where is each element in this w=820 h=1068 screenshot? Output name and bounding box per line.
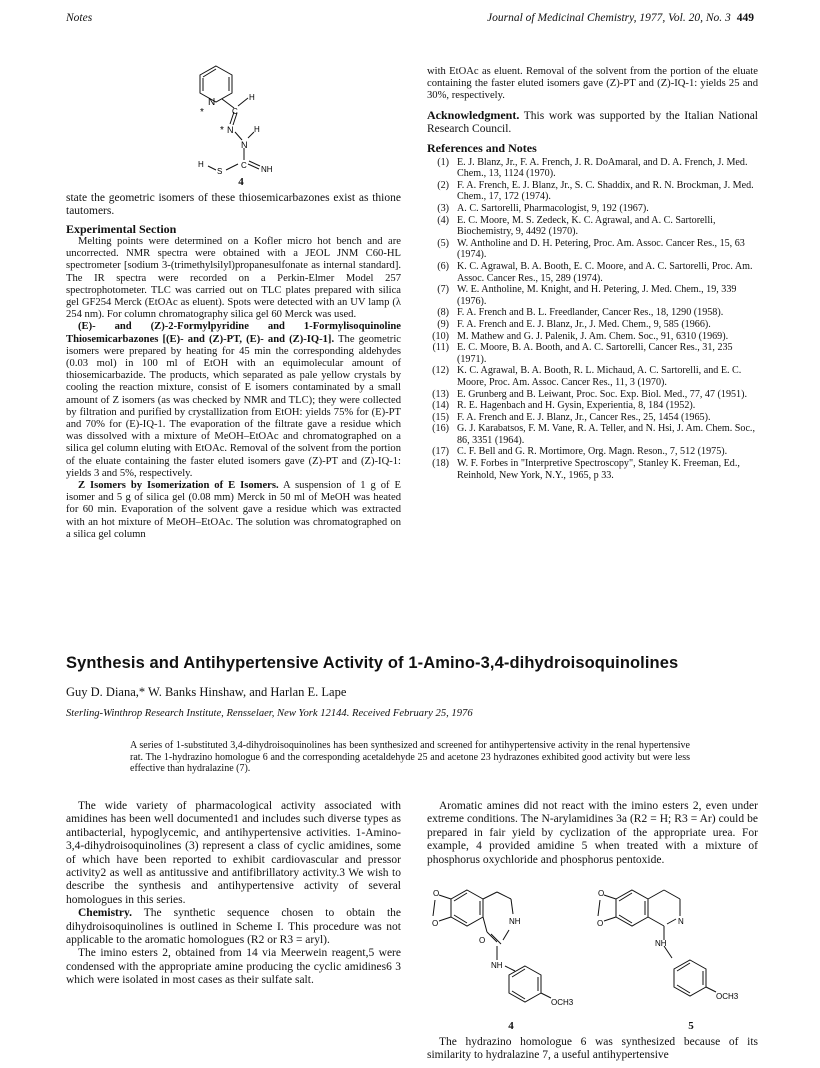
reference-item [427, 215, 758, 238]
s5-nh: NH [655, 939, 667, 948]
article-body-right [427, 800, 758, 867]
reference-number: (14) [432, 400, 449, 412]
atom-s: S [217, 167, 223, 176]
reference-number: (16) [432, 423, 449, 435]
reference-text: G. J. Karabatsos, F. M. Vane, R. A. Teller, and N. Hsi, J. Am. Chem. Soc., 86, 3351 (1964). [457, 423, 755, 446]
reference-text: E. J. Blanz, Jr., F. A. French, J. R. DoAmaral, and D. A. French, J. Med. Chem., 13, 1124 (1970). [457, 156, 748, 180]
article-body-left [66, 800, 401, 988]
structure-5-label: 5 [688, 1020, 694, 1032]
s5-och3: OCH3 [716, 992, 739, 1001]
article-right-para-1: Aromatic amines did not react with the imino esters 2, even under extreme conditions. The N-arylamidines 3a (R2 = H; R3 = Ar) could be prepared in fair yield by cyclization of the appropriate urea. For example, 4 provided amidine 5 when treated with a mixture of phosphorus oxychloride and phosphorus pentoxide. [427, 800, 758, 866]
reference-number: (10) [432, 330, 449, 342]
reference-text: C. F. Bell and G. R. Mortimore, Org. Magn. Reson., 7, 512 (1975). [457, 446, 728, 458]
reference-item [427, 238, 758, 261]
reference-item [427, 331, 758, 343]
structure-4-bottom-label: 4 [508, 1020, 514, 1032]
reference-text: E. Grunberg and B. Leiwant, Proc. Soc. Exp. Biol. Med., 77, 47 (1951). [457, 388, 747, 400]
structure-4-urea [427, 880, 587, 1015]
page-number: 449 [736, 12, 754, 24]
article-right-para-2: The hydrazino homologue 6 was synthesized because of its similarity to hydralazine 7, a useful antihypertensive [427, 1036, 758, 1062]
s4-och3: OCH3 [551, 998, 574, 1007]
continued-text: with EtOAc as eluent. Removal of the solvent from the portion of the eluate containing the faster eluted isomers gave (Z)-PT and (Z)-IQ-1: yields 25 and 30%, respectively. [427, 66, 758, 102]
reference-text: K. C. Agrawal, B. A. Booth, E. C. Moore, and A. C. Sartorelli, Proc. Am. Assoc. Cancer Res., 15, 289 (1974). [457, 260, 753, 284]
acknowledgment-text: This work was supported by the Italian National Research Council. [427, 109, 758, 136]
references-list [427, 157, 758, 482]
reference-text: F. A. French and E. J. Blanz, Jr., J. Med. Chem., 9, 585 (1966). [457, 318, 711, 330]
reference-number: (12) [432, 365, 449, 377]
atom-nh: NH [261, 165, 273, 174]
reference-text: M. Mathew and G. J. Palenik, J. Am. Chem. Soc., 91, 6310 (1969). [457, 330, 729, 342]
s5-n: N [678, 917, 684, 926]
article-authors: Guy D. Diana,* W. Banks Hinshaw, and Harlan E. Lape [66, 685, 347, 699]
reference-text: F. A. French, E. J. Blanz, Jr., S. C. Shaddix, and R. N. Brockman, J. Med. Chem., 17, 172 (1974). [457, 179, 754, 203]
experimental-subheading-2: Z Isomers by Isomerization of E Isomers. [78, 480, 279, 492]
article-title: Synthesis and Antihypertensive Activity of 1-Amino-3,4-dihydroisoquinolines [66, 654, 679, 672]
s5-o2: O [597, 919, 604, 928]
reference-text: F. A. French and B. L. Freedlander, Cancer Res., 18, 1290 (1958). [457, 307, 724, 319]
s4-o3: O [479, 936, 486, 945]
reference-item [427, 412, 758, 424]
experimental-subheading-1: (E)- and (Z)-2-Formylpyridine and 1-Formylisoquinoline Thiosemicarbazones [(E)- and (Z)-PT, (E)- and (Z)-IQ-1]. [66, 321, 401, 345]
reference-number: (8) [437, 307, 449, 319]
left-column-upper [66, 192, 401, 238]
reference-number: (2) [437, 179, 449, 191]
reference-item [427, 319, 758, 331]
s5-o1: O [598, 889, 605, 898]
s4-nh2: NH [491, 961, 503, 970]
reference-item [427, 157, 758, 180]
experimental-heading: Experimental Section [66, 221, 177, 236]
reference-text: W. Antholine and D. H. Petering, Proc. Am. Assoc. Cancer Res., 15, 63 (1974). [457, 237, 745, 261]
atom-h1: H [249, 93, 255, 102]
reference-item [427, 423, 758, 446]
reference-text: R. E. Hagenbach and H. Gysin, Experientia, 8, 184 (1952). [457, 400, 696, 412]
reference-item [427, 203, 758, 215]
reference-item [427, 365, 758, 388]
reference-number: (4) [437, 214, 449, 226]
structure-4-label: 4 [238, 176, 244, 188]
structure-4-thiosemicarbazone [186, 58, 296, 183]
reference-item [427, 284, 758, 307]
reference-text: F. A. French and E. J. Blanz, Jr., Cancer Res., 25, 1454 (1965). [457, 411, 711, 423]
reference-text: K. C. Agrawal, B. A. Booth, R. L. Michaud, A. C. Sartorelli, and E. C. Moore, Proc. Am. Assoc. Cancer Res., 11, 3 (1970). [457, 365, 742, 388]
atom-n-alpha: N [227, 125, 234, 135]
running-header-section: Notes [66, 12, 93, 24]
atom-c: C [232, 107, 238, 116]
reference-item [427, 180, 758, 203]
article-para-3: The imino esters 2, obtained from 14 via Meerwein reagent,5 were condensed with the appropriate amine producing the cyclic amidines6 3 which were isolated in most cases as their sulfate salt. [66, 947, 401, 987]
reference-number: (1) [437, 156, 449, 168]
reference-number: (18) [432, 458, 449, 470]
s4-o2: O [432, 919, 439, 928]
reference-number: (5) [437, 237, 449, 249]
article-affiliation: Sterling-Winthrop Research Institute, Rensselaer, New York 12144. Received February 25, 1976 [66, 708, 473, 719]
structure-5-amidine [592, 880, 752, 1015]
article-abstract: A series of 1-substituted 3,4-dihydroisoquinolines has been synthesized and screened for antihypertensive activity in the renal hypertensive rat. The 1-hydrazino homologue 6 and the corresponding acetaldehyde 25 and acetone 23 hydrazones exhibited good activity but were less effective than hydralazine (7). [130, 740, 690, 775]
experimental-para-1: Melting points were determined on a Kofler micro hot bench and are uncorrected. NMR spectra were obtained with a JEOL JNM C60-HL spectrometer [sodium 3-(trimethylsilyl)propanesulfonate as internal standard]. The IR spectra were recorded on a Perkin-Elmer Model 257 spectrophotometer. TLC was carried out on TLC plates prepared with silica gel GF254 Merck (EtOAc as eluent). Spots were detected with an UV lamp (λ 254 nm). For column chromatography silica gel 60 Merck was used. [66, 236, 401, 321]
reference-item [427, 458, 758, 481]
reference-number: (6) [437, 260, 449, 272]
reference-text: A. C. Sartorelli, Pharmacologist, 9, 192 (1967). [457, 203, 649, 214]
article-para-1: The wide variety of pharmacological activity associated with amidines has been well documented1 and includes such diverse types as antibacterial, hypoglycemic, and antihypertensive activities. 1-Amino-3,4-dihydroisoquinolines (3) represent a class of cyclic amidines, some of which have been reported to exhibit cardiovascular and pressor activity2 as well as antitussive and antifibrillatory activity.3 We wish to describe the synthesis and antihypertensive activity of several homologues in this series. [66, 800, 401, 906]
reference-item [427, 389, 758, 401]
reference-number: (13) [432, 388, 449, 400]
references-heading: References and Notes [427, 141, 537, 156]
chemistry-text: The synthetic sequence chosen to obtain the dihydroisoquinolines is outlined in Scheme I. This procedure was not applicable to the aromatic homologues (R2 or R3 = aryl). [66, 907, 401, 947]
experimental-body [66, 236, 401, 541]
reference-item [427, 446, 758, 458]
atom-n-beta: N [241, 140, 248, 150]
reference-number: (7) [437, 284, 449, 296]
intro-text: state the geometric isomers of these thiosemicarbazones exist as thione tautomers. [66, 192, 401, 218]
reference-number: (17) [432, 446, 449, 458]
reference-text: E. C. Moore, B. A. Booth, and A. C. Sartorelli, Cancer Res., 31, 235 (1971). [457, 342, 733, 365]
chemistry-heading: Chemistry. [78, 907, 132, 920]
experimental-sub-1-text: The geometric isomers were prepared by heating for 45 min the corresponding aldehydes (0.03 mol) in 100 ml of EtOH with an equimolecular amount of thiosemicarbazide. The products, which separated as pale yellow crystals by cooling the reaction mixture, consist of E isomers contaminated by a small amount of Z isomers (as was checked by NMR and TLC); they were collected by filtration and purified by crystallization from EtOH: yields 75% for (E)-PT and 70% for (E)-IQ-1. The evaporation of the filtrate gave a residue which was dissolved with a mixture of MeOH–EtOAc and chromatographed on a silica gel column eluting with EtOAc. Removal of the solvent from the portion of the eluate containing the faster eluted isomers gave (Z)-PT and (Z)-IQ-1: yields 3 and 5%, respectively. [66, 333, 401, 479]
atom-h2: H [254, 125, 260, 134]
reference-text: W. E. Antholine, M. Knight, and H. Petering, J. Med. Chem., 19, 339 (1976). [457, 284, 737, 307]
reference-item [427, 261, 758, 284]
article-body-right-lower [427, 1036, 758, 1063]
experimental-sub-2-text: A suspension of 1 g of E isomer and 5 g of silica gel (0.08 mm) Merck in 50 ml of MeOH was heated for 60 min. Evaporation of the solvent gave a residue which was extracted with an hot mixture of MeOH–EtOAc. The solution was chromatographed on a silica gel column [66, 480, 401, 540]
reference-number: (3) [437, 203, 449, 214]
reference-text: W. F. Forbes in "Interpretive Spectroscopy", Stanley K. Freeman, Ed., Reinhold, New York, N.Y., 1965, p 33. [457, 458, 740, 481]
reference-number: (9) [437, 318, 449, 330]
s4-nh: NH [509, 917, 521, 926]
reference-number: (15) [432, 411, 449, 423]
atom-n-ring: N [208, 97, 216, 108]
atom-h3: H [198, 160, 204, 169]
right-column-upper [427, 66, 758, 481]
s4-o1: O [433, 889, 440, 898]
atom-c2: C [241, 161, 247, 170]
reference-number: (11) [432, 342, 449, 354]
star-1: * [200, 107, 204, 118]
reference-item [427, 307, 758, 319]
reference-item [427, 342, 758, 365]
reference-text: E. C. Moore, M. S. Zedeck, K. C. Agrawal, and A. C. Sartorelli, Biochemistry, 9, 4492 (1970). [457, 214, 716, 238]
star-2: * [220, 125, 224, 136]
acknowledgment-heading: Acknowledgment. [427, 107, 520, 122]
running-header-journal [487, 12, 754, 24]
pyridine-ring [200, 66, 232, 102]
reference-item [427, 400, 758, 412]
journal-citation: Journal of Medicinal Chemistry, 1977, Vol. 20, No. 3 [487, 12, 731, 24]
